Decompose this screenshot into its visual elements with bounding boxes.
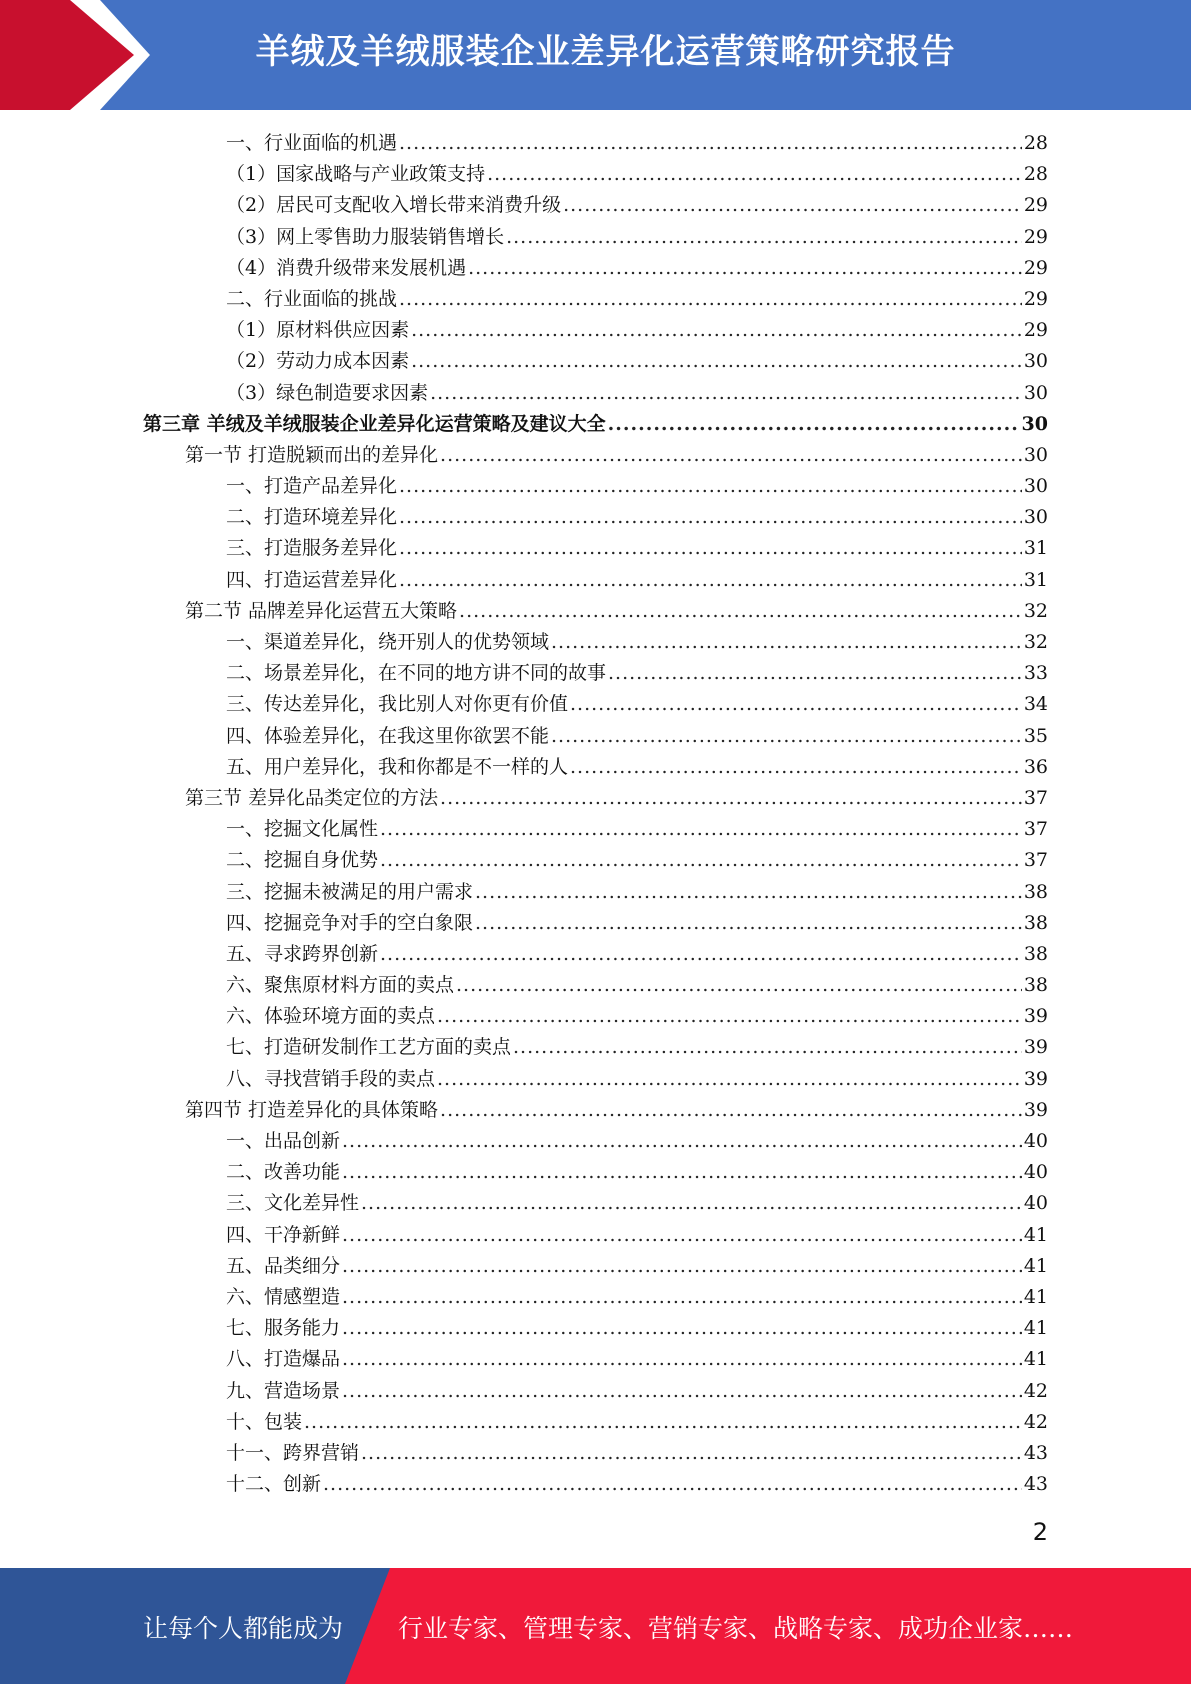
toc-entry-label: 三、打造服务差异化 [226,537,398,560]
toc-dot-leader [563,190,1022,221]
toc-entry[interactable] [0,689,1048,720]
toc-dot-leader [323,1469,1022,1500]
toc-entry-label: 二、挖掘自身优势 [226,849,379,872]
toc-dot-leader [487,159,1022,190]
toc-entry[interactable] [0,627,1048,658]
header-arrow-icon [0,0,140,110]
toc-entry-label: 第一节 打造脱颖而出的差异化 [185,443,439,466]
toc-entry-label: （1）原材料供应因素 [226,319,410,342]
toc-entry-label: 三、文化差异性 [226,1192,360,1215]
toc-entry-page: 34 [1023,693,1048,716]
toc-dot-leader [570,689,1022,720]
toc-entry[interactable] [0,315,1048,346]
toc-entry-page: 43 [1023,1441,1048,1464]
toc-entry[interactable] [0,1157,1048,1188]
toc-entry-page: 29 [1023,287,1048,310]
toc-entry[interactable] [0,1032,1048,1063]
toc-dot-leader [411,346,1022,377]
toc-entry-label: 二、改善功能 [226,1161,341,1184]
toc-entry-page: 31 [1023,568,1048,591]
toc-entry[interactable] [0,721,1048,752]
table-of-contents [0,128,1191,1500]
toc-entry-label: 八、寻找营销手段的卖点 [226,1067,436,1090]
toc-dot-leader [380,845,1022,876]
toc-dot-leader [342,1313,1022,1344]
footer-slogan-right: 行业专家、管理专家、营销专家、战略专家、成功企业家…… [398,1614,1074,1643]
toc-dot-leader [380,939,1022,970]
toc-entry[interactable] [0,1126,1048,1157]
toc-entry-page: 30 [1023,443,1048,466]
toc-dot-leader [551,721,1022,752]
toc-entry[interactable] [0,1376,1048,1407]
toc-dot-leader [551,627,1022,658]
toc-dot-leader [342,1282,1022,1313]
toc-entry[interactable] [0,877,1048,908]
toc-dot-leader [513,1032,1022,1063]
toc-entry[interactable] [0,440,1048,471]
toc-dot-leader [361,1438,1022,1469]
toc-entry[interactable] [0,1407,1048,1438]
toc-entry-label: 一、挖掘文化属性 [226,818,379,841]
toc-entry-page: 39 [1023,1067,1048,1090]
toc-entry-page: 37 [1023,818,1048,841]
page-number: 2 [1032,1518,1048,1546]
toc-entry-label: （3）网上零售助力服装销售增长 [226,225,505,248]
report-title: 羊绒及羊绒服装企业差异化运营策略研究报告 [255,32,956,72]
toc-entry-page: 39 [1023,1005,1048,1028]
toc-entry-page: 30 [1021,412,1048,435]
toc-entry-label: 一、出品创新 [226,1130,341,1152]
toc-dot-leader [440,440,1022,471]
toc-dot-leader [411,315,1022,346]
toc-entry-label: 九、营造场景 [226,1379,341,1402]
toc-entry-label: 第二节 品牌差异化运营五大策略 [185,599,458,622]
toc-entry-label: 三、挖掘未被满足的用户需求 [226,880,474,903]
toc-dot-leader [608,658,1022,689]
toc-dot-leader [342,1220,1022,1251]
page-footer [0,1568,1191,1684]
toc-dot-leader [437,1001,1022,1032]
toc-dot-leader [506,222,1022,253]
toc-entry[interactable] [0,1438,1048,1469]
toc-dot-leader [361,1188,1022,1219]
toc-entry[interactable] [0,1095,1048,1126]
toc-entry-label: 十二、创新 [226,1473,322,1496]
toc-entry-page: 32 [1023,599,1048,622]
toc-dot-leader [440,1095,1022,1126]
toc-entry-page: 28 [1023,132,1048,154]
toc-entry-page: 32 [1023,631,1048,653]
toc-entry[interactable] [0,752,1048,783]
toc-entry[interactable] [0,378,1048,409]
toc-entry-label: 四、打造运营差异化 [226,568,398,591]
toc-dot-leader [342,1376,1022,1407]
toc-entry[interactable] [0,471,1048,502]
toc-entry[interactable] [0,502,1048,533]
toc-entry-page: 31 [1023,537,1048,560]
toc-entry-page: 40 [1023,1192,1048,1215]
toc-dot-leader [399,284,1022,315]
toc-dot-leader [459,596,1022,627]
toc-entry-page: 29 [1023,256,1048,279]
toc-entry-label: 三、传达差异化，我比别人对你更有价值 [226,693,569,716]
toc-entry-page: 41 [1023,1223,1048,1246]
toc-entry[interactable] [0,1001,1048,1032]
toc-entry[interactable] [0,1251,1048,1282]
toc-entry-label: 七、服务能力 [226,1317,341,1340]
toc-entry-label: 一、渠道差异化，绕开别人的优势领域 [226,631,550,653]
toc-dot-leader [380,814,1022,845]
toc-entry-page: 37 [1023,849,1048,872]
toc-entry-label: 二、场景差异化，在不同的地方讲不同的故事 [226,662,607,685]
toc-entry-label: 四、挖掘竞争对手的空白象限 [226,911,474,934]
toc-dot-leader [399,533,1022,564]
toc-entry-label: 五、寻求跨界创新 [226,942,379,965]
toc-entry-label: （4）消费升级带来发展机遇 [226,256,467,279]
toc-entry-label: 第三章 羊绒及羊绒服装企业差异化运营策略及建议大全 [143,412,606,435]
toc-entry[interactable] [0,1220,1048,1251]
toc-entry-label: 六、情感塑造 [226,1285,341,1308]
toc-entry-page: 42 [1023,1410,1048,1433]
toc-dot-leader [570,752,1022,783]
toc-entry[interactable] [0,1469,1048,1500]
toc-entry[interactable] [0,1282,1048,1313]
toc-entry-page: 38 [1023,880,1048,903]
toc-entry[interactable] [0,596,1048,627]
toc-entry[interactable] [0,970,1048,1001]
toc-dot-leader [456,970,1022,1001]
toc-entry-page: 33 [1023,662,1048,685]
toc-entry-page: 38 [1023,911,1048,934]
toc-entry[interactable] [0,409,1048,440]
footer-slogan-left: 让每个人都能成为 [143,1614,344,1643]
toc-entry[interactable] [0,346,1048,377]
toc-entry[interactable] [0,1188,1048,1219]
toc-entry-page: 38 [1023,974,1048,997]
toc-entry[interactable] [0,222,1048,253]
toc-dot-leader [430,378,1022,409]
toc-entry-label: 二、打造环境差异化 [226,506,398,529]
toc-entry[interactable] [0,128,1048,159]
toc-entry-page: 41 [1023,1254,1048,1277]
toc-entry-label: 六、聚焦原材料方面的卖点 [226,974,455,997]
toc-dot-leader [342,1344,1022,1375]
toc-entry[interactable] [0,284,1048,315]
toc-entry[interactable] [0,533,1048,564]
toc-entry-page: 29 [1023,319,1048,342]
toc-entry[interactable] [0,845,1048,876]
toc-entry-label: （1）国家战略与产业政策支持 [226,163,486,186]
toc-entry-page: 41 [1023,1317,1048,1340]
page-header [0,0,1191,110]
toc-entry-label: 一、打造产品差异化 [226,475,398,498]
toc-entry[interactable] [0,658,1048,689]
toc-dot-leader [304,1407,1022,1438]
toc-entry-page: 29 [1023,225,1048,248]
toc-entry-label: 五、品类细分 [226,1254,341,1277]
toc-entry-page: 39 [1023,1098,1048,1121]
toc-dot-leader [440,783,1022,814]
toc-entry-label: 第三节 差异化品类定位的方法 [185,786,439,809]
toc-entry[interactable] [0,939,1048,970]
toc-entry-label: 一、行业面临的机遇 [226,132,398,154]
toc-entry[interactable] [0,190,1048,221]
toc-entry-page: 30 [1023,350,1048,373]
toc-entry-page: 30 [1023,506,1048,529]
toc-dot-leader [608,409,1020,440]
toc-entry-label: 十一、跨界营销 [226,1441,360,1464]
toc-entry-label: 八、打造爆品 [226,1348,341,1371]
toc-entry[interactable] [0,814,1048,845]
toc-entry[interactable] [0,1064,1048,1095]
toc-entry-page: 35 [1023,724,1048,747]
toc-entry-page: 42 [1023,1379,1048,1402]
toc-dot-leader [399,502,1022,533]
toc-entry-label: （2）居民可支配收入增长带来消费升级 [226,194,562,217]
toc-entry[interactable] [0,783,1048,814]
toc-entry-label: 七、打造研发制作工艺方面的卖点 [226,1036,512,1059]
toc-entry-label: 六、体验环境方面的卖点 [226,1005,436,1028]
toc-dot-leader [399,471,1022,502]
toc-entry-page: 40 [1023,1130,1048,1152]
toc-entry-label: 第四节 打造差异化的具体策略 [185,1098,439,1121]
toc-entry-page: 29 [1023,194,1048,217]
toc-entry-label: （2）劳动力成本因素 [226,350,410,373]
toc-entry-label: 二、行业面临的挑战 [226,287,398,310]
toc-entry[interactable] [0,908,1048,939]
toc-dot-leader [342,1126,1022,1157]
toc-dot-leader [475,877,1022,908]
toc-dot-leader [475,908,1022,939]
toc-entry-page: 43 [1023,1473,1048,1496]
toc-entry-label: 十、包装 [226,1410,303,1433]
toc-dot-leader [399,128,1022,159]
toc-entry[interactable] [0,1344,1048,1375]
toc-entry-label: （3）绿色制造要求因素 [226,381,429,404]
toc-entry-page: 30 [1023,475,1048,498]
toc-entry-label: 五、用户差异化，我和你都是不一样的人 [226,755,569,778]
toc-entry-page: 28 [1023,163,1048,186]
toc-entry-page: 38 [1023,942,1048,965]
toc-entry-label: 四、干净新鲜 [226,1223,341,1246]
toc-entry[interactable] [0,565,1048,596]
toc-entry-page: 30 [1023,381,1048,404]
toc-dot-leader [399,565,1022,596]
toc-dot-leader [342,1251,1022,1282]
toc-dot-leader [468,253,1022,284]
toc-entry-page: 37 [1023,786,1048,809]
toc-entry-page: 39 [1023,1036,1048,1059]
toc-entry-page: 41 [1023,1285,1048,1308]
toc-entry[interactable] [0,1313,1048,1344]
toc-entry[interactable] [0,253,1048,284]
toc-entry-page: 40 [1023,1161,1048,1184]
toc-entry-page: 36 [1023,755,1048,778]
toc-entry-label: 四、体验差异化，在我这里你欲罢不能 [226,724,550,747]
toc-dot-leader [437,1064,1022,1095]
toc-entry[interactable] [0,159,1048,190]
toc-entry-page: 41 [1023,1348,1048,1371]
toc-dot-leader [342,1157,1022,1188]
